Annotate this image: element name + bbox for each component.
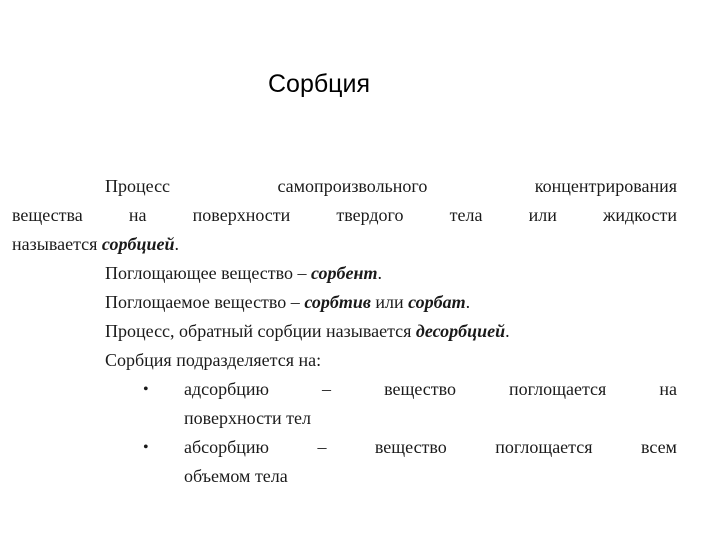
list-item <box>12 433 677 491</box>
word: всем <box>640 437 677 457</box>
text: называется <box>12 234 98 254</box>
list-item-line: объемом тела <box>184 466 288 486</box>
sorption-types-list <box>12 375 677 491</box>
word: абсорбцию <box>184 437 270 457</box>
bullet-icon: • <box>143 381 149 398</box>
punct: . <box>377 263 383 283</box>
text: или <box>375 292 404 312</box>
sorbtiv-line <box>12 288 677 317</box>
word: вещество <box>384 379 456 399</box>
word: или <box>528 205 557 225</box>
word: Процесс <box>105 176 171 196</box>
punct: . <box>465 292 471 312</box>
sorbent-line <box>12 259 677 288</box>
paragraph-line <box>12 201 677 230</box>
term-sorbent: сорбент <box>311 263 378 283</box>
term-desorption: десорбцией <box>415 321 506 341</box>
word: поглощается <box>509 379 607 399</box>
term-sorbat: сорбат <box>408 292 466 312</box>
text: Поглощающее вещество – <box>105 263 307 283</box>
bullet-icon: • <box>143 439 149 456</box>
word: концентрирования <box>534 176 677 196</box>
word: поглощается <box>495 437 593 457</box>
punct: . <box>174 234 179 254</box>
word: на <box>128 205 147 225</box>
word: вещество <box>374 437 447 457</box>
text: Процесс, обратный сорбции называется <box>105 321 412 341</box>
term-sorbtiv: сорбтив <box>304 292 371 312</box>
word: тела <box>449 205 483 225</box>
word: адсорбцию <box>184 379 270 399</box>
word: жидкости <box>602 205 677 225</box>
term-sorption: сорбцией <box>101 234 175 254</box>
word: – <box>322 379 332 399</box>
word: самопроизвольного <box>277 176 428 196</box>
word: поверхности <box>192 205 291 225</box>
list-item-line <box>184 375 677 404</box>
word: на <box>659 379 677 399</box>
division-line: Сорбция подразделяется на: <box>105 350 322 370</box>
page-title: Сорбция <box>268 70 371 98</box>
word: вещества <box>12 205 83 225</box>
list-item-line <box>184 433 677 462</box>
desorption-line <box>12 317 677 346</box>
punct: . <box>505 321 510 341</box>
text: Поглощаемое вещество – <box>105 292 300 312</box>
list-item <box>12 375 677 433</box>
word: твердого <box>336 205 404 225</box>
list-item-line: поверхности тел <box>184 408 311 428</box>
scanned-text-block <box>12 172 677 491</box>
word: – <box>317 437 327 457</box>
paragraph-line <box>12 172 677 201</box>
paragraph-line <box>12 230 677 259</box>
